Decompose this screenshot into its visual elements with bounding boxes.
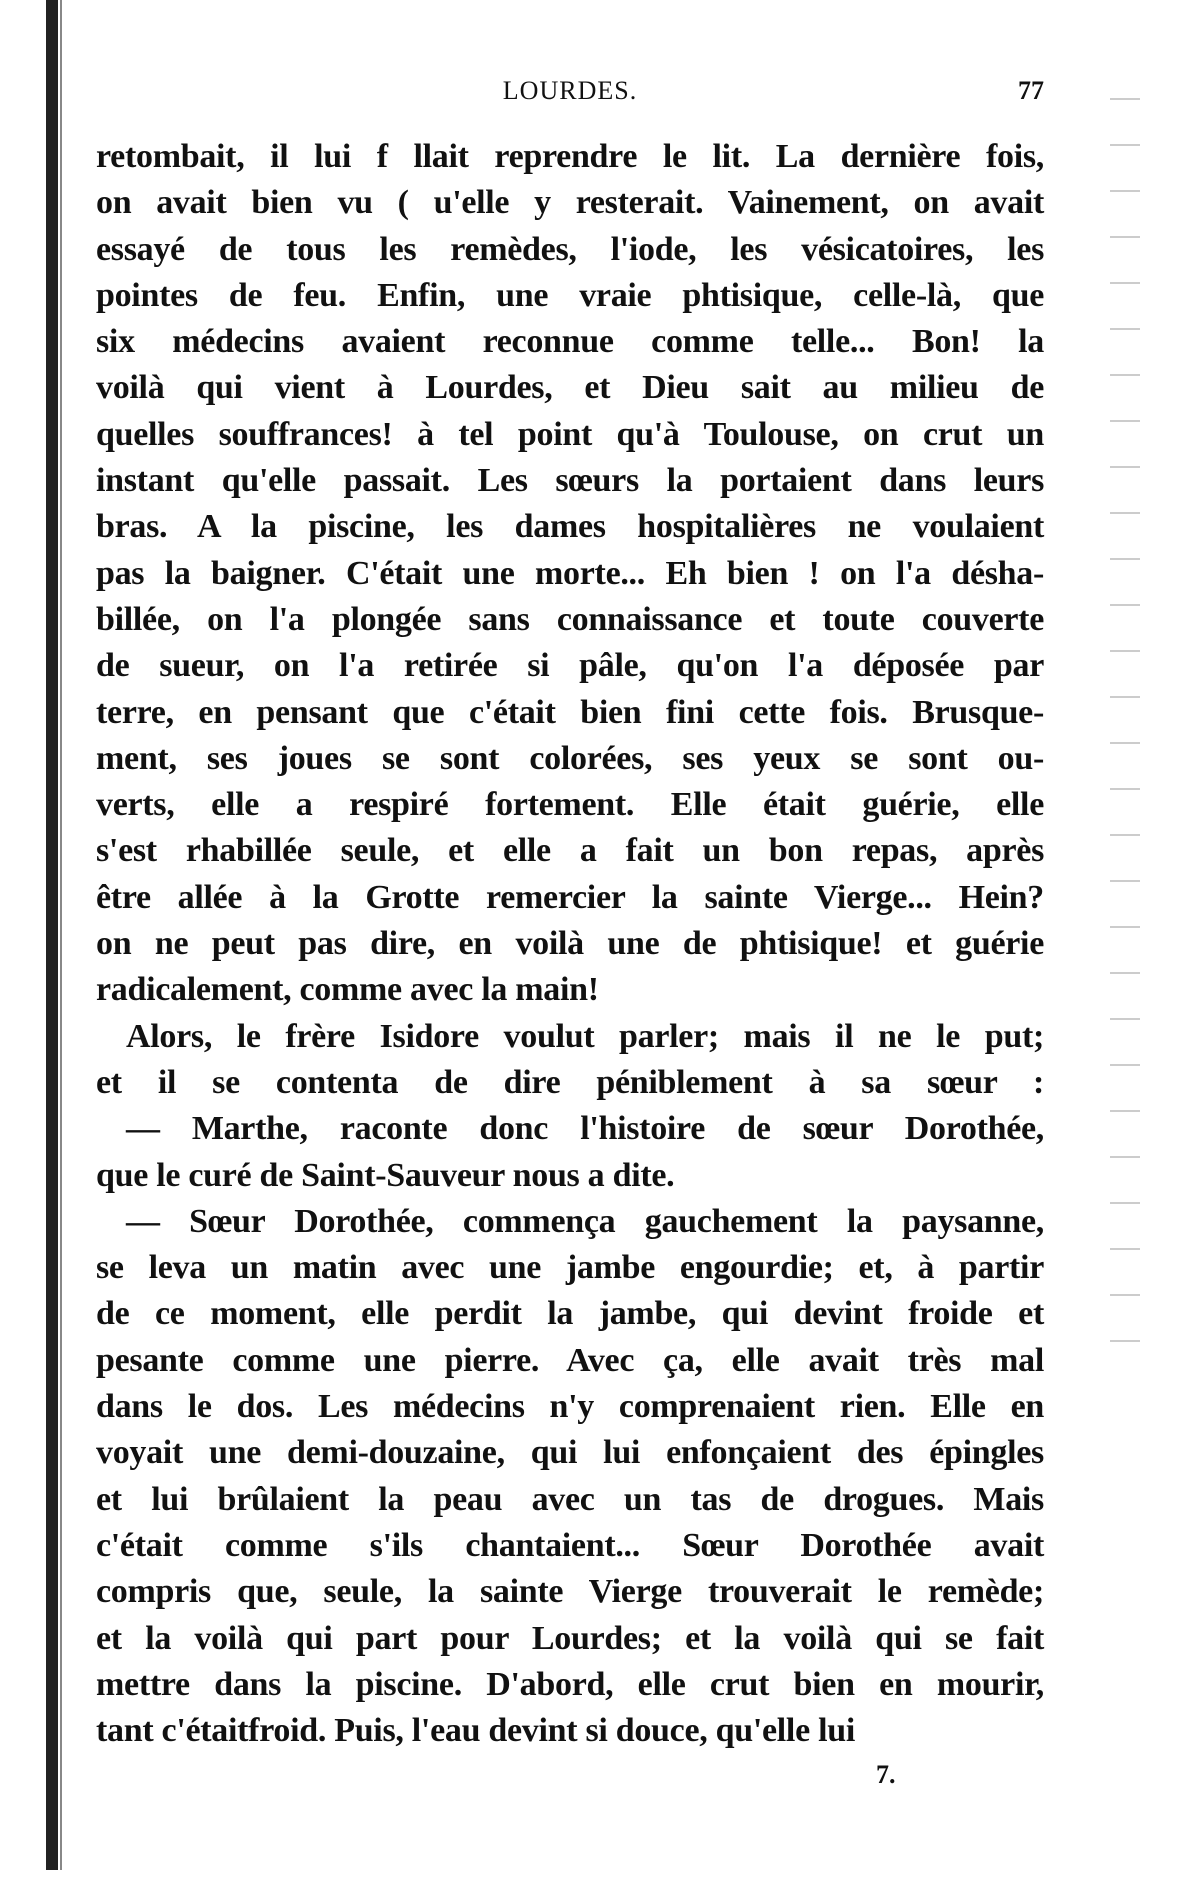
text-line: radicalement, comme avec la main! (96, 971, 599, 1009)
text-line: voyait une demi-douzaine, qui lui enfonçaient des épingles (96, 1434, 1044, 1472)
page-binding-shadow (60, 0, 62, 1870)
text-line: de ce moment, elle perdit la jambe, qui devint froide et (96, 1295, 1044, 1333)
text-line: compris que, seule, la sainte Vierge trouverait le remède; (96, 1573, 1044, 1611)
scan-noise-margin (1110, 60, 1140, 1360)
text-line: se leva un matin avec une jambe engourdie; et, à partir (96, 1249, 1044, 1287)
text-line: mettre dans la piscine. D'abord, elle crut bien en mourir, (96, 1665, 1044, 1703)
text-line: être allée à la Grotte remercier la sainte Vierge... Hein? (96, 878, 1044, 916)
text-line: on ne peut pas dire, en voilà une de phtisique! et guérie (96, 925, 1044, 963)
text-line: dans le dos. Les médecins n'y comprenaient rien. Elle en (96, 1388, 1044, 1426)
text-line: billée, on l'a plongée sans connaissance et toute couverte (96, 600, 1044, 638)
page-number: 77 (1018, 76, 1044, 105)
text-line: pas la baigner. C'était une morte... Eh bien ! on l'a désha- (96, 554, 1044, 592)
text-line: et il se contenta de dire péniblement à sa sœur : (96, 1063, 1044, 1101)
text-line: bras. A la piscine, les dames hospitalières ne voulaient (96, 508, 1044, 546)
text-line: s'est rhabillée seule, et elle a fait un bon repas, après (96, 832, 1044, 870)
text-line: — Sœur Dorothée, commença gauchement la paysanne, (126, 1202, 1044, 1240)
page-binding-edge (46, 0, 58, 1870)
text-line: pesante comme une pierre. Avec ça, elle avait très mal (96, 1341, 1044, 1379)
signature-mark: 7. (876, 1760, 896, 1789)
body-text (96, 134, 1044, 1754)
text-line: retombait, il lui f llait reprendre le lit. La dernière fois, (96, 138, 1044, 175)
running-header (96, 76, 1044, 116)
running-title: LOURDES. (502, 76, 638, 105)
text-line: instant qu'elle passait. Les sœurs la portaient dans leurs (96, 462, 1044, 500)
text-line: ment, ses joues se sont colorées, ses yeux se sont ou- (96, 739, 1044, 777)
text-line: verts, elle a respiré fortement. Elle était guérie, elle (96, 786, 1044, 824)
text-line: — Marthe, raconte donc l'histoire de sœur Dorothée, (126, 1110, 1044, 1148)
text-line: c'était comme s'ils chantaient... Sœur Dorothée avait (96, 1526, 1044, 1564)
text-line: voilà qui vient à Lourdes, et Dieu sait au milieu de (96, 369, 1044, 407)
text-line: et lui brûlaient la peau avec un tas de drogues. Mais (96, 1480, 1044, 1518)
text-line: que le curé de Saint-Sauveur nous a dite. (96, 1156, 675, 1194)
text-line: de sueur, on l'a retirée si pâle, qu'on l'a déposée par (96, 647, 1044, 685)
text-line: tant c'étaitfroid. Puis, l'eau devint si douce, qu'elle lui (96, 1712, 855, 1750)
text-line: on avait bien vu ( u'elle y resterait. Vainement, on avait (96, 184, 1044, 222)
text-line: terre, en pensant que c'était bien fini cette fois. Brusque- (96, 693, 1044, 731)
text-line: essayé de tous les remèdes, l'iode, les vésicatoires, les (96, 230, 1044, 268)
text-line: pointes de feu. Enfin, une vraie phtisique, celle-là, que (96, 276, 1044, 314)
text-line: et la voilà qui part pour Lourdes; et la voilà qui se fait (96, 1619, 1044, 1657)
text-line: quelles souffrances! à tel point qu'à Toulouse, on crut un (96, 415, 1044, 453)
text-line: Alors, le frère Isidore voulut parler; mais il ne le put; (126, 1017, 1044, 1055)
text-line: six médecins avaient reconnue comme telle... Bon! la (96, 323, 1044, 361)
